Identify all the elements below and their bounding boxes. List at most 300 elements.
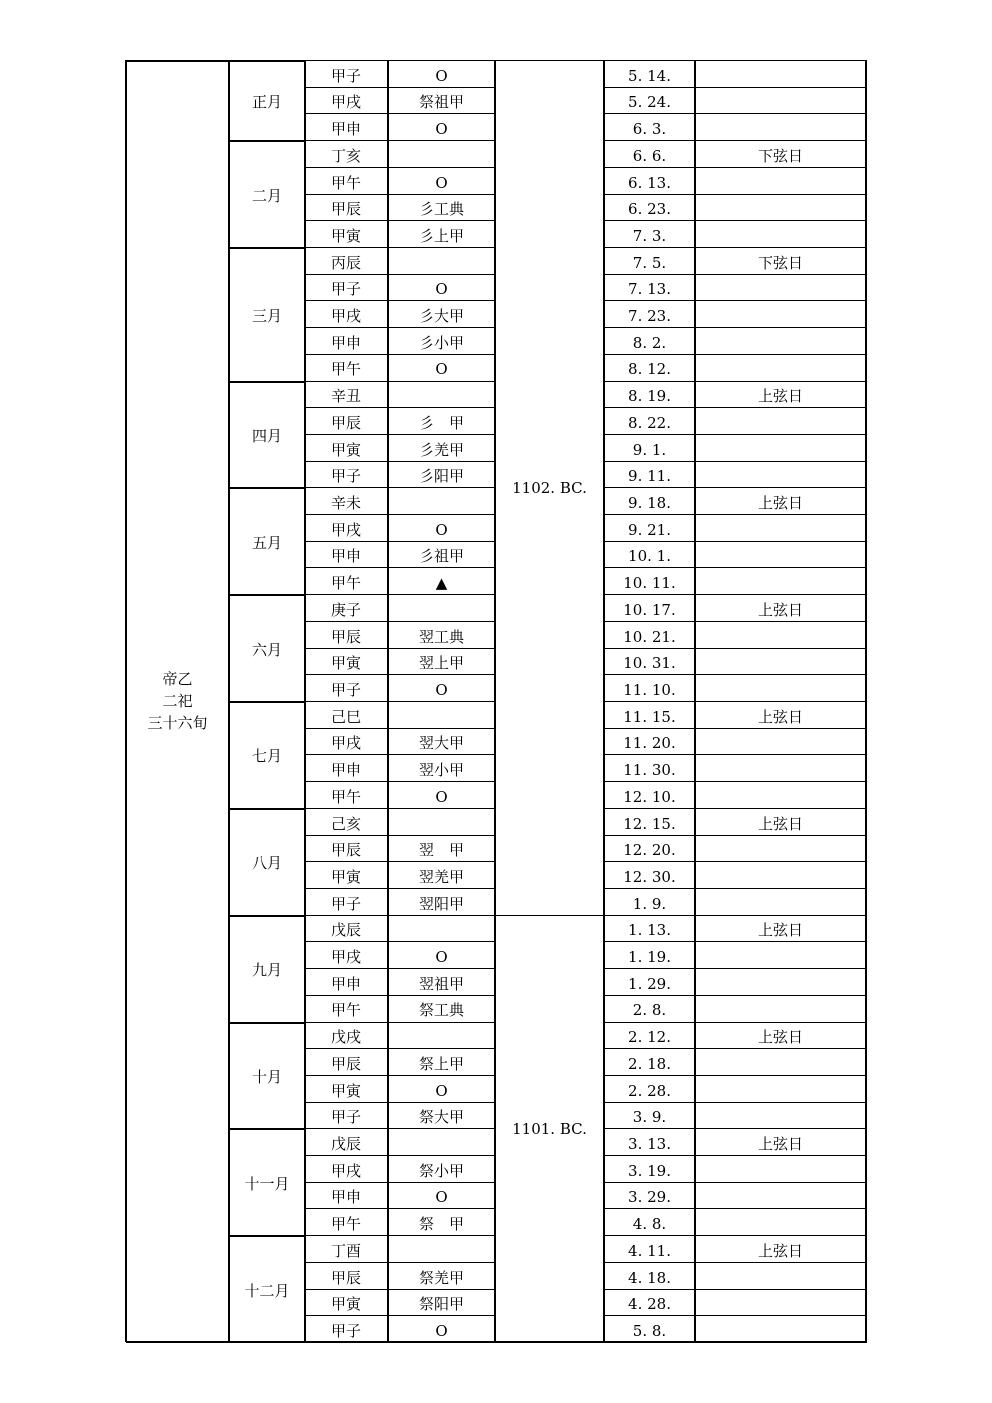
column-divider (387, 60, 389, 1342)
rite-cell (388, 728, 495, 755)
day-cell (305, 300, 388, 327)
date-cell-text: 12. 30. (623, 867, 676, 886)
note-cell (695, 1315, 866, 1342)
month-cell (229, 1235, 305, 1342)
note-cell (695, 594, 866, 621)
date-cell (604, 915, 695, 942)
date-cell (604, 60, 695, 87)
month-label: 五月 (251, 533, 282, 552)
note-cell (695, 194, 866, 221)
day-cell-text: 甲戌 (331, 93, 362, 112)
date-cell-text: 11. 30. (623, 761, 676, 780)
rite-cell-text: 祭羌甲 (418, 1268, 464, 1287)
rite-cell (388, 1182, 495, 1209)
day-cell (305, 941, 388, 968)
reign-line: 帝乙 (162, 670, 193, 688)
rite-cell (388, 514, 495, 541)
rite-cell (388, 567, 495, 594)
note-cell (695, 781, 866, 808)
day-cell (305, 354, 388, 381)
note-cell (695, 808, 866, 835)
date-cell (604, 1102, 695, 1129)
note-cell (695, 407, 866, 434)
rite-cell (388, 1075, 495, 1102)
rite-cell-text: 翌工典 (418, 627, 464, 646)
month-label: 十一月 (244, 1174, 290, 1193)
rite-cell-text: 翌上甲 (418, 654, 464, 673)
day-cell-text: 甲午 (331, 1001, 362, 1020)
year-cell (495, 60, 604, 915)
date-cell (604, 888, 695, 915)
rite-cell-text: 祭大甲 (418, 1108, 464, 1127)
date-cell (604, 1289, 695, 1316)
date-cell (604, 1182, 695, 1209)
date-cell (604, 808, 695, 835)
day-cell-text: 丁酉 (331, 1241, 362, 1260)
rite-cell-text: 祭小甲 (418, 1161, 464, 1180)
date-cell (604, 1075, 695, 1102)
date-cell (604, 194, 695, 221)
day-cell-text: 甲寅 (331, 867, 362, 886)
day-cell-text: 甲申 (331, 761, 362, 780)
day-cell-text: 甲戌 (331, 307, 362, 326)
date-cell (604, 968, 695, 995)
date-cell (604, 327, 695, 354)
day-cell-text: 辛未 (331, 494, 362, 513)
date-cell (604, 461, 695, 488)
day-cell (305, 995, 388, 1022)
date-cell (604, 1235, 695, 1262)
date-cell (604, 754, 695, 781)
month-label: 三月 (251, 306, 282, 325)
date-cell (604, 274, 695, 301)
rite-cell (388, 941, 495, 968)
day-cell-text: 甲寅 (331, 226, 362, 245)
rite-cell-text: O (435, 1188, 448, 1207)
note-cell (695, 995, 866, 1022)
note-cell (695, 888, 866, 915)
rite-cell (388, 674, 495, 701)
day-cell-text: 庚子 (331, 600, 362, 619)
day-cell-text: 辛丑 (331, 387, 362, 406)
day-cell (305, 1182, 388, 1209)
note-cell (695, 567, 866, 594)
day-cell (305, 621, 388, 648)
note-cell (695, 1182, 866, 1209)
day-cell-text: 戊辰 (331, 921, 362, 940)
column-divider (494, 60, 496, 1342)
reign-line: 二祀 (162, 692, 193, 710)
date-cell (604, 541, 695, 568)
day-cell-text: 甲寅 (331, 654, 362, 673)
rite-cell-text: 彡阳甲 (418, 467, 464, 486)
day-cell (305, 888, 388, 915)
date-cell (604, 995, 695, 1022)
date-cell (604, 354, 695, 381)
rite-cell (388, 1235, 495, 1262)
date-cell (604, 941, 695, 968)
date-cell-text: 5. 24. (628, 93, 671, 112)
note-cell (695, 754, 866, 781)
column-divider (304, 60, 306, 1342)
date-cell-text: 9. 11. (628, 467, 671, 486)
day-cell (305, 594, 388, 621)
note-cell-text: 上弦日 (757, 387, 803, 406)
date-cell-text: 6. 6. (632, 146, 667, 165)
column-divider (865, 60, 867, 1342)
table-bottom-border (126, 1341, 867, 1343)
date-cell-text: 11. 15. (623, 707, 676, 726)
rite-cell (388, 381, 495, 408)
day-cell-text: 甲子 (331, 66, 362, 85)
day-cell (305, 1155, 388, 1182)
day-cell-text: 甲子 (331, 894, 362, 913)
rite-cell-text: 彡上甲 (418, 226, 464, 245)
date-cell (604, 674, 695, 701)
month-label: 正月 (251, 93, 282, 112)
month-label: 九月 (251, 961, 282, 980)
note-cell-text: 下弦日 (757, 253, 803, 272)
day-cell (305, 1128, 388, 1155)
note-cell (695, 434, 866, 461)
rite-cell (388, 140, 495, 167)
date-cell-text: 10. 1. (628, 547, 671, 566)
month-cell (229, 487, 305, 594)
rite-cell (388, 995, 495, 1022)
rite-cell (388, 1022, 495, 1049)
note-cell (695, 1155, 866, 1182)
date-cell-text: 8. 22. (628, 413, 671, 432)
rite-cell (388, 808, 495, 835)
note-cell (695, 1048, 866, 1075)
rite-cell-text: O (435, 280, 448, 299)
day-cell (305, 674, 388, 701)
day-cell-text: 甲戌 (331, 948, 362, 967)
date-cell-text: 12. 10. (623, 787, 676, 806)
rite-cell (388, 354, 495, 381)
date-cell-text: 6. 13. (628, 173, 671, 192)
day-cell-text: 甲午 (331, 574, 362, 593)
rite-cell-text: O (435, 520, 448, 539)
note-cell (695, 220, 866, 247)
date-cell (604, 701, 695, 728)
rite-cell (388, 1128, 495, 1155)
note-cell (695, 1262, 866, 1289)
date-cell (604, 87, 695, 114)
day-cell-text: 甲午 (331, 1215, 362, 1234)
day-cell-text: 甲申 (331, 547, 362, 566)
date-cell-text: 11. 20. (623, 734, 676, 753)
date-cell-text: 3. 19. (628, 1161, 671, 1180)
rite-cell (388, 701, 495, 728)
day-cell (305, 1048, 388, 1075)
rite-cell (388, 1208, 495, 1235)
note-cell (695, 1102, 866, 1129)
note-cell (695, 728, 866, 755)
rite-cell-text: 祭阳甲 (418, 1295, 464, 1314)
rite-cell (388, 1155, 495, 1182)
date-cell-text: 4. 28. (628, 1295, 671, 1314)
day-cell (305, 220, 388, 247)
rite-cell (388, 754, 495, 781)
day-cell-text: 甲子 (331, 1321, 362, 1340)
day-cell (305, 808, 388, 835)
rite-cell-text: ▲ (435, 574, 448, 593)
date-cell-text: 12. 20. (623, 841, 676, 860)
day-cell (305, 915, 388, 942)
column-divider (694, 60, 696, 1342)
day-cell-text: 戊戌 (331, 1028, 362, 1047)
rite-cell-text: 祭祖甲 (418, 93, 464, 112)
day-cell (305, 140, 388, 167)
note-cell (695, 247, 866, 274)
day-cell (305, 381, 388, 408)
day-cell (305, 1075, 388, 1102)
rite-cell (388, 621, 495, 648)
day-cell-text: 甲申 (331, 974, 362, 993)
note-cell (695, 648, 866, 675)
day-cell (305, 1289, 388, 1316)
date-cell-text: 7. 3. (632, 226, 667, 245)
rite-cell-text: O (435, 120, 448, 139)
rite-cell-text: 彡羌甲 (418, 440, 464, 459)
rite-cell (388, 487, 495, 514)
date-cell (604, 781, 695, 808)
rite-cell-text: 彡 甲 (418, 413, 464, 432)
day-cell-text: 己亥 (331, 814, 362, 833)
month-cell (229, 1128, 305, 1235)
month-label: 八月 (251, 854, 282, 873)
day-cell (305, 701, 388, 728)
day-cell (305, 1022, 388, 1049)
note-cell-text: 上弦日 (757, 814, 803, 833)
day-cell-text: 甲辰 (331, 200, 362, 219)
date-cell-text: 7. 23. (628, 307, 671, 326)
rite-cell-text: 彡小甲 (418, 333, 464, 352)
date-cell (604, 247, 695, 274)
day-cell-text: 甲戌 (331, 734, 362, 753)
day-cell (305, 835, 388, 862)
date-cell-text: 6. 23. (628, 200, 671, 219)
year-cell (495, 915, 604, 1342)
date-cell-text: 7. 5. (632, 253, 667, 272)
rite-cell-text: O (435, 360, 448, 379)
date-cell (604, 140, 695, 167)
day-cell-text: 甲辰 (331, 413, 362, 432)
date-cell-text: 8. 2. (632, 333, 667, 352)
date-cell-text: 4. 18. (628, 1268, 671, 1287)
day-cell (305, 194, 388, 221)
note-cell (695, 1208, 866, 1235)
rite-cell (388, 407, 495, 434)
note-cell (695, 327, 866, 354)
rite-cell (388, 1315, 495, 1342)
note-cell (695, 968, 866, 995)
month-label: 十二月 (244, 1281, 290, 1300)
note-cell (695, 835, 866, 862)
rite-cell (388, 60, 495, 87)
rite-cell-text: 彡工典 (418, 200, 464, 219)
rite-cell-text: 翌阳甲 (418, 894, 464, 913)
note-cell-text: 上弦日 (757, 600, 803, 619)
date-cell-text: 1. 13. (628, 921, 671, 940)
date-cell-text: 3. 9. (632, 1108, 667, 1127)
day-cell (305, 1102, 388, 1129)
day-cell (305, 274, 388, 301)
day-cell (305, 861, 388, 888)
date-cell (604, 167, 695, 194)
day-cell-text: 甲戌 (331, 1161, 362, 1180)
note-cell (695, 915, 866, 942)
date-cell (604, 1022, 695, 1049)
rite-cell-text: 祭工典 (418, 1001, 464, 1020)
day-cell (305, 1262, 388, 1289)
date-cell (604, 381, 695, 408)
day-cell-text: 甲申 (331, 1188, 362, 1207)
rite-cell (388, 327, 495, 354)
month-cell (229, 701, 305, 808)
note-cell (695, 274, 866, 301)
day-cell (305, 167, 388, 194)
rite-cell (388, 434, 495, 461)
note-cell-text: 上弦日 (757, 707, 803, 726)
rite-cell-text: O (435, 948, 448, 967)
rite-cell-text: 翌羌甲 (418, 867, 464, 886)
rite-cell (388, 194, 495, 221)
rite-cell-text: O (435, 680, 448, 699)
day-cell-text: 甲辰 (331, 1054, 362, 1073)
note-cell (695, 674, 866, 701)
rite-cell (388, 861, 495, 888)
date-cell (604, 728, 695, 755)
day-cell-text: 戊辰 (331, 1135, 362, 1154)
date-cell (604, 487, 695, 514)
date-cell-text: 10. 11. (623, 574, 676, 593)
note-cell (695, 701, 866, 728)
rite-cell-text: 翌 甲 (418, 841, 464, 860)
date-cell (604, 1155, 695, 1182)
day-cell-text: 甲子 (331, 467, 362, 486)
date-cell-text: 4. 8. (632, 1215, 667, 1234)
note-cell (695, 87, 866, 114)
note-cell (695, 1075, 866, 1102)
rite-cell-text: 祭 甲 (418, 1215, 464, 1234)
rite-cell (388, 648, 495, 675)
day-cell (305, 968, 388, 995)
day-cell (305, 541, 388, 568)
day-cell (305, 487, 388, 514)
table-top-border (126, 60, 229, 62)
rite-cell (388, 888, 495, 915)
date-cell (604, 594, 695, 621)
note-cell-text: 上弦日 (757, 1135, 803, 1154)
date-cell-text: 2. 28. (628, 1081, 671, 1100)
month-label: 六月 (251, 640, 282, 659)
day-cell-text: 甲午 (331, 360, 362, 379)
date-cell-text: 10. 17. (623, 600, 676, 619)
day-cell (305, 754, 388, 781)
day-cell (305, 514, 388, 541)
date-cell (604, 514, 695, 541)
date-cell-text: 1. 9. (632, 894, 667, 913)
date-cell-text: 9. 18. (628, 494, 671, 513)
date-cell-text: 5. 14. (628, 66, 671, 85)
day-cell (305, 781, 388, 808)
rite-cell-text: O (435, 1321, 448, 1340)
rite-cell (388, 167, 495, 194)
date-cell (604, 300, 695, 327)
rite-cell-text: 翌大甲 (418, 734, 464, 753)
note-cell (695, 167, 866, 194)
day-cell (305, 87, 388, 114)
day-cell-text: 甲辰 (331, 1268, 362, 1287)
day-cell (305, 247, 388, 274)
note-cell-text: 上弦日 (757, 1241, 803, 1260)
day-cell-text: 甲午 (331, 787, 362, 806)
date-cell-text: 10. 31. (623, 654, 676, 673)
note-cell-text: 上弦日 (757, 1028, 803, 1047)
rite-cell (388, 274, 495, 301)
day-cell-text: 甲寅 (331, 1295, 362, 1314)
rite-cell-text: O (435, 66, 448, 85)
day-cell-text: 甲申 (331, 333, 362, 352)
month-cell (229, 1022, 305, 1129)
month-label: 二月 (251, 186, 282, 205)
day-cell (305, 1315, 388, 1342)
date-cell (604, 648, 695, 675)
day-cell (305, 1208, 388, 1235)
day-cell-text: 甲子 (331, 280, 362, 299)
note-cell (695, 861, 866, 888)
date-cell (604, 1048, 695, 1075)
rite-cell (388, 781, 495, 808)
date-cell-text: 9. 1. (632, 440, 667, 459)
day-cell (305, 434, 388, 461)
note-cell-text: 下弦日 (757, 146, 803, 165)
day-cell (305, 461, 388, 488)
rite-cell (388, 1289, 495, 1316)
column-divider (228, 60, 230, 1342)
month-label: 七月 (251, 747, 282, 766)
day-cell-text: 丙辰 (331, 253, 362, 272)
rite-cell-text: 翌祖甲 (418, 974, 464, 993)
day-cell (305, 60, 388, 87)
rite-cell-text: O (435, 787, 448, 806)
month-cell (229, 140, 305, 247)
date-cell-text: 7. 13. (628, 280, 671, 299)
date-cell (604, 1315, 695, 1342)
rite-cell (388, 541, 495, 568)
date-cell-text: 1. 29. (628, 974, 671, 993)
note-cell (695, 621, 866, 648)
rite-cell (388, 1102, 495, 1129)
note-cell (695, 1128, 866, 1155)
date-cell (604, 434, 695, 461)
day-cell (305, 567, 388, 594)
date-cell-text: 8. 19. (628, 387, 671, 406)
rite-cell (388, 87, 495, 114)
date-cell-text: 8. 12. (628, 360, 671, 379)
note-cell (695, 1289, 866, 1316)
month-cell (229, 808, 305, 915)
column-divider (603, 60, 605, 1342)
rite-cell (388, 1262, 495, 1289)
rite-cell (388, 968, 495, 995)
year-label: 1102. BC. (512, 479, 587, 498)
note-cell (695, 354, 866, 381)
rite-cell-text: 彡祖甲 (418, 547, 464, 566)
rite-cell-text: O (435, 173, 448, 192)
